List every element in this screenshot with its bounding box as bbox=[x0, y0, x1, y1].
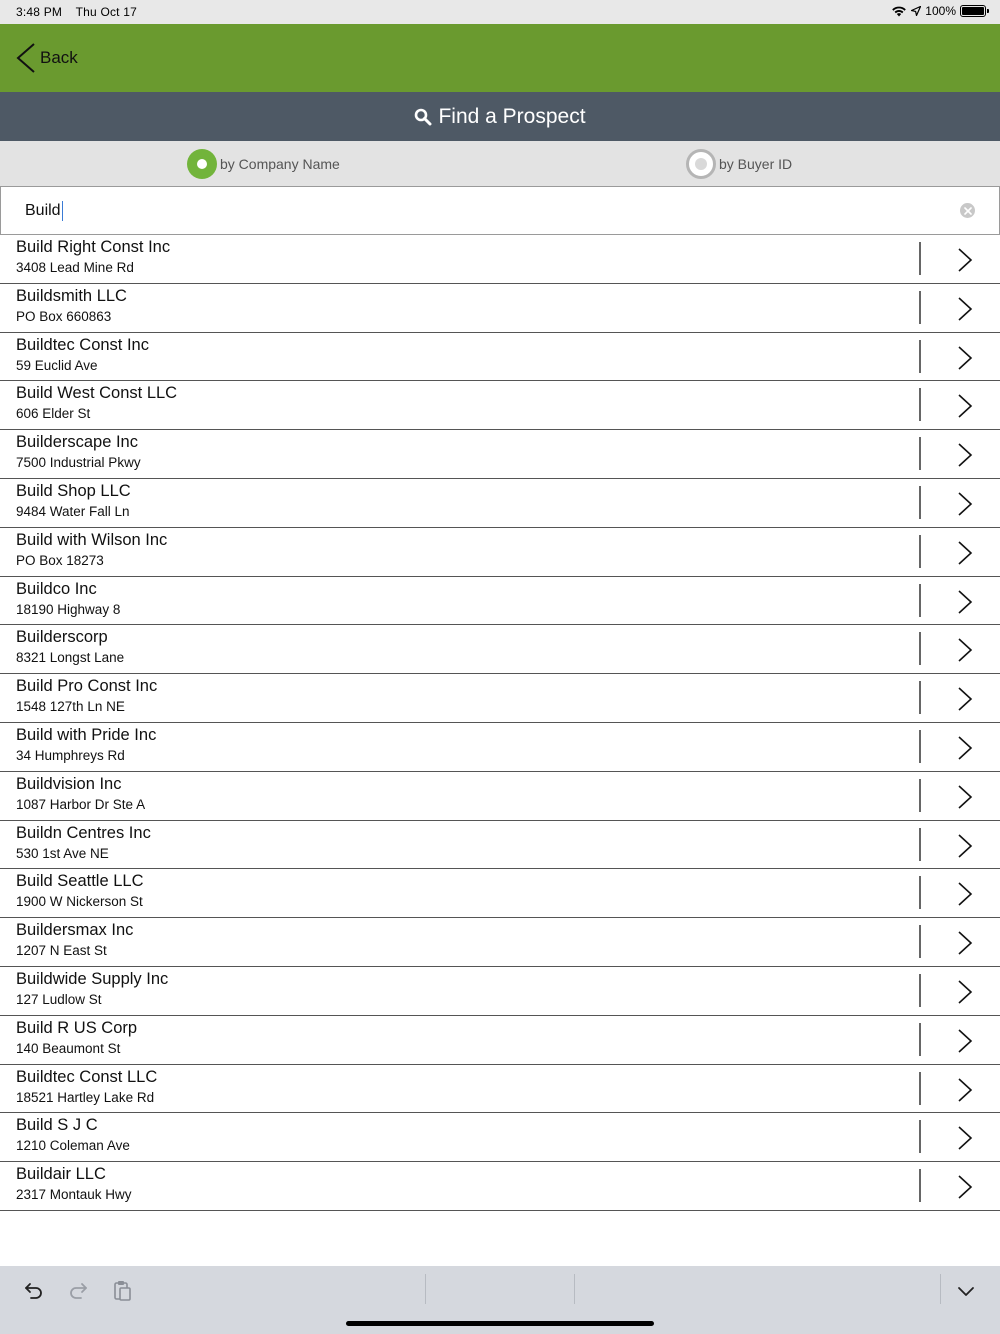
search-input[interactable] bbox=[25, 199, 925, 223]
row-divider bbox=[919, 437, 921, 470]
prospect-row[interactable] bbox=[0, 333, 1000, 382]
chevron-right-icon[interactable] bbox=[955, 393, 977, 419]
row-divider bbox=[919, 828, 921, 861]
row-divider bbox=[919, 974, 921, 1007]
clear-search-button[interactable] bbox=[960, 203, 975, 218]
prospect-company-name: Buildair LLC bbox=[16, 1165, 106, 1184]
chevron-right-icon[interactable] bbox=[955, 637, 977, 663]
row-divider bbox=[919, 730, 921, 763]
radio-label-buyer-id: by Buyer ID bbox=[719, 156, 793, 172]
chevron-right-icon[interactable] bbox=[955, 442, 977, 468]
chevron-right-icon[interactable] bbox=[955, 540, 977, 566]
chevron-right-icon[interactable] bbox=[955, 881, 977, 907]
prospect-row[interactable] bbox=[0, 284, 1000, 333]
radio-label-company-name: by Company Name bbox=[220, 156, 340, 172]
prospect-row[interactable] bbox=[0, 723, 1000, 772]
prospect-address: 140 Beaumont St bbox=[16, 1040, 121, 1056]
back-button-label: Back bbox=[40, 48, 78, 67]
prospect-company-name: Build Pro Const Inc bbox=[16, 677, 158, 696]
prospect-address: 1210 Coleman Ave bbox=[16, 1138, 130, 1154]
row-divider bbox=[919, 925, 921, 958]
prospect-company-name: Builderscape Inc bbox=[16, 433, 138, 452]
radio-selected-icon bbox=[187, 149, 217, 179]
prospect-address: 1087 Harbor Dr Ste A bbox=[16, 796, 146, 812]
chevron-down-icon[interactable] bbox=[954, 1279, 978, 1303]
prospect-address: 127 Ludlow St bbox=[16, 991, 102, 1007]
prospect-company-name: Builderscorp bbox=[16, 628, 108, 647]
prospect-row[interactable] bbox=[0, 1113, 1000, 1162]
prospect-address: 606 Elder St bbox=[16, 406, 91, 422]
prospect-address: 18190 Highway 8 bbox=[16, 601, 121, 617]
prospect-address: 1900 W Nickerson St bbox=[16, 894, 143, 910]
chevron-right-icon[interactable] bbox=[955, 784, 977, 810]
chevron-right-icon[interactable] bbox=[955, 1028, 977, 1054]
row-divider bbox=[919, 535, 921, 568]
row-divider bbox=[919, 1072, 921, 1105]
radio-unselected-icon bbox=[686, 149, 716, 179]
redo-icon[interactable] bbox=[66, 1279, 90, 1303]
back-button[interactable] bbox=[12, 42, 78, 74]
prospect-row[interactable] bbox=[0, 674, 1000, 723]
chevron-right-icon[interactable] bbox=[955, 296, 977, 322]
toolbar-divider bbox=[425, 1274, 426, 1304]
prospect-company-name: Buildersmax Inc bbox=[16, 921, 134, 940]
prospect-row[interactable] bbox=[0, 381, 1000, 430]
row-divider bbox=[919, 1023, 921, 1056]
prospect-company-name: Buildtec Const LLC bbox=[16, 1067, 158, 1086]
row-divider bbox=[919, 681, 921, 714]
prospect-row[interactable] bbox=[0, 625, 1000, 674]
prospect-company-name: Buildco Inc bbox=[16, 579, 97, 598]
status-time-date bbox=[16, 5, 137, 19]
home-indicator bbox=[346, 1321, 654, 1326]
radio-by-company-name[interactable] bbox=[187, 149, 340, 179]
prospect-company-name: Build with Pride Inc bbox=[16, 725, 157, 744]
battery-icon bbox=[960, 5, 986, 17]
row-divider bbox=[919, 486, 921, 519]
toolbar-divider bbox=[940, 1274, 941, 1304]
chevron-right-icon[interactable] bbox=[955, 735, 977, 761]
paste-icon[interactable] bbox=[110, 1279, 134, 1303]
status-bar bbox=[0, 0, 1000, 24]
prospect-address: 18521 Hartley Lake Rd bbox=[16, 1089, 155, 1105]
radio-by-buyer-id[interactable] bbox=[686, 149, 792, 179]
prospect-company-name: Buildwide Supply Inc bbox=[16, 969, 169, 988]
status-date: Thu Oct 17 bbox=[75, 5, 138, 19]
prospect-row[interactable] bbox=[0, 577, 1000, 626]
prospect-company-name: Buildsmith LLC bbox=[16, 286, 127, 305]
prospect-company-name: Buildvision Inc bbox=[16, 774, 122, 793]
prospect-results-list bbox=[0, 235, 1000, 1211]
row-divider bbox=[919, 242, 921, 275]
nav-bar bbox=[0, 24, 1000, 92]
prospect-company-name: Build S J C bbox=[16, 1116, 98, 1135]
prospect-company-name: Build Right Const Inc bbox=[16, 238, 171, 256]
prospect-row[interactable] bbox=[0, 918, 1000, 967]
location-arrow-icon bbox=[911, 6, 921, 16]
prospect-company-name: Buildtec Const Inc bbox=[16, 335, 149, 354]
prospect-address: 530 1st Ave NE bbox=[16, 845, 109, 861]
wifi-icon bbox=[891, 5, 907, 17]
row-divider bbox=[919, 876, 921, 909]
chevron-left-icon bbox=[12, 42, 42, 74]
chevron-right-icon[interactable] bbox=[955, 589, 977, 615]
battery-percent: 100% bbox=[925, 4, 956, 18]
row-divider bbox=[919, 632, 921, 665]
toolbar-divider bbox=[574, 1274, 575, 1304]
prospect-company-name: Build with Wilson Inc bbox=[16, 530, 168, 549]
chevron-right-icon[interactable] bbox=[955, 491, 977, 517]
row-divider bbox=[919, 340, 921, 373]
prospect-address: PO Box 660863 bbox=[16, 308, 112, 324]
prospect-company-name: Build Seattle LLC bbox=[16, 872, 144, 891]
undo-icon[interactable] bbox=[22, 1279, 46, 1303]
chevron-right-icon[interactable] bbox=[955, 1077, 977, 1103]
page-title: Find a Prospect bbox=[438, 104, 586, 128]
chevron-right-icon[interactable] bbox=[955, 1125, 977, 1151]
prospect-address: 59 Euclid Ave bbox=[16, 357, 98, 373]
row-divider bbox=[919, 584, 921, 617]
prospect-row[interactable] bbox=[0, 869, 1000, 918]
prospect-address: 3408 Lead Mine Rd bbox=[16, 260, 134, 275]
prospect-row[interactable] bbox=[0, 479, 1000, 528]
chevron-right-icon[interactable] bbox=[955, 345, 977, 371]
prospect-company-name: Build West Const LLC bbox=[16, 384, 178, 403]
prospect-address: 1548 127th Ln NE bbox=[16, 699, 125, 715]
row-divider bbox=[919, 291, 921, 324]
chevron-right-icon[interactable] bbox=[955, 247, 977, 273]
prospect-address: 8321 Longst Lane bbox=[16, 650, 125, 666]
prospect-row[interactable] bbox=[0, 821, 1000, 870]
prospect-company-name: Build R US Corp bbox=[16, 1018, 138, 1037]
prospect-address: 9484 Water Fall Ln bbox=[16, 503, 130, 519]
chevron-right-icon[interactable] bbox=[955, 686, 977, 712]
text-cursor bbox=[62, 201, 64, 221]
search-field-container bbox=[0, 186, 1000, 235]
prospect-row[interactable] bbox=[0, 967, 1000, 1016]
prospect-address: 1207 N East St bbox=[16, 943, 107, 959]
prospect-company-name: Build Shop LLC bbox=[16, 481, 131, 500]
prospect-address: 7500 Industrial Pkwy bbox=[16, 455, 141, 471]
prospect-row[interactable] bbox=[0, 1065, 1000, 1114]
status-indicators bbox=[891, 4, 986, 18]
row-divider bbox=[919, 779, 921, 812]
page-title-bar bbox=[0, 92, 1000, 141]
chevron-right-icon[interactable] bbox=[955, 979, 977, 1005]
row-divider bbox=[919, 388, 921, 421]
prospect-address: 34 Humphreys Rd bbox=[16, 747, 125, 763]
prospect-company-name: Buildn Centres Inc bbox=[16, 823, 151, 842]
search-icon bbox=[414, 108, 432, 126]
prospect-row[interactable] bbox=[0, 528, 1000, 577]
chevron-right-icon[interactable] bbox=[955, 833, 977, 859]
row-divider bbox=[919, 1169, 921, 1202]
prospect-address: PO Box 18273 bbox=[16, 552, 104, 568]
chevron-right-icon[interactable] bbox=[955, 930, 977, 956]
prospect-row[interactable] bbox=[0, 235, 1000, 284]
prospect-address: 2317 Montauk Hwy bbox=[16, 1187, 132, 1203]
row-divider bbox=[919, 1120, 921, 1153]
status-time: 3:48 PM bbox=[16, 5, 63, 19]
prospect-row[interactable] bbox=[0, 1162, 1000, 1211]
clear-circle-icon bbox=[964, 207, 972, 215]
prospect-row[interactable] bbox=[0, 1016, 1000, 1065]
search-mode-selector bbox=[0, 141, 1000, 186]
prospect-row[interactable] bbox=[0, 772, 1000, 821]
prospect-row[interactable] bbox=[0, 430, 1000, 479]
chevron-right-icon[interactable] bbox=[955, 1174, 977, 1200]
